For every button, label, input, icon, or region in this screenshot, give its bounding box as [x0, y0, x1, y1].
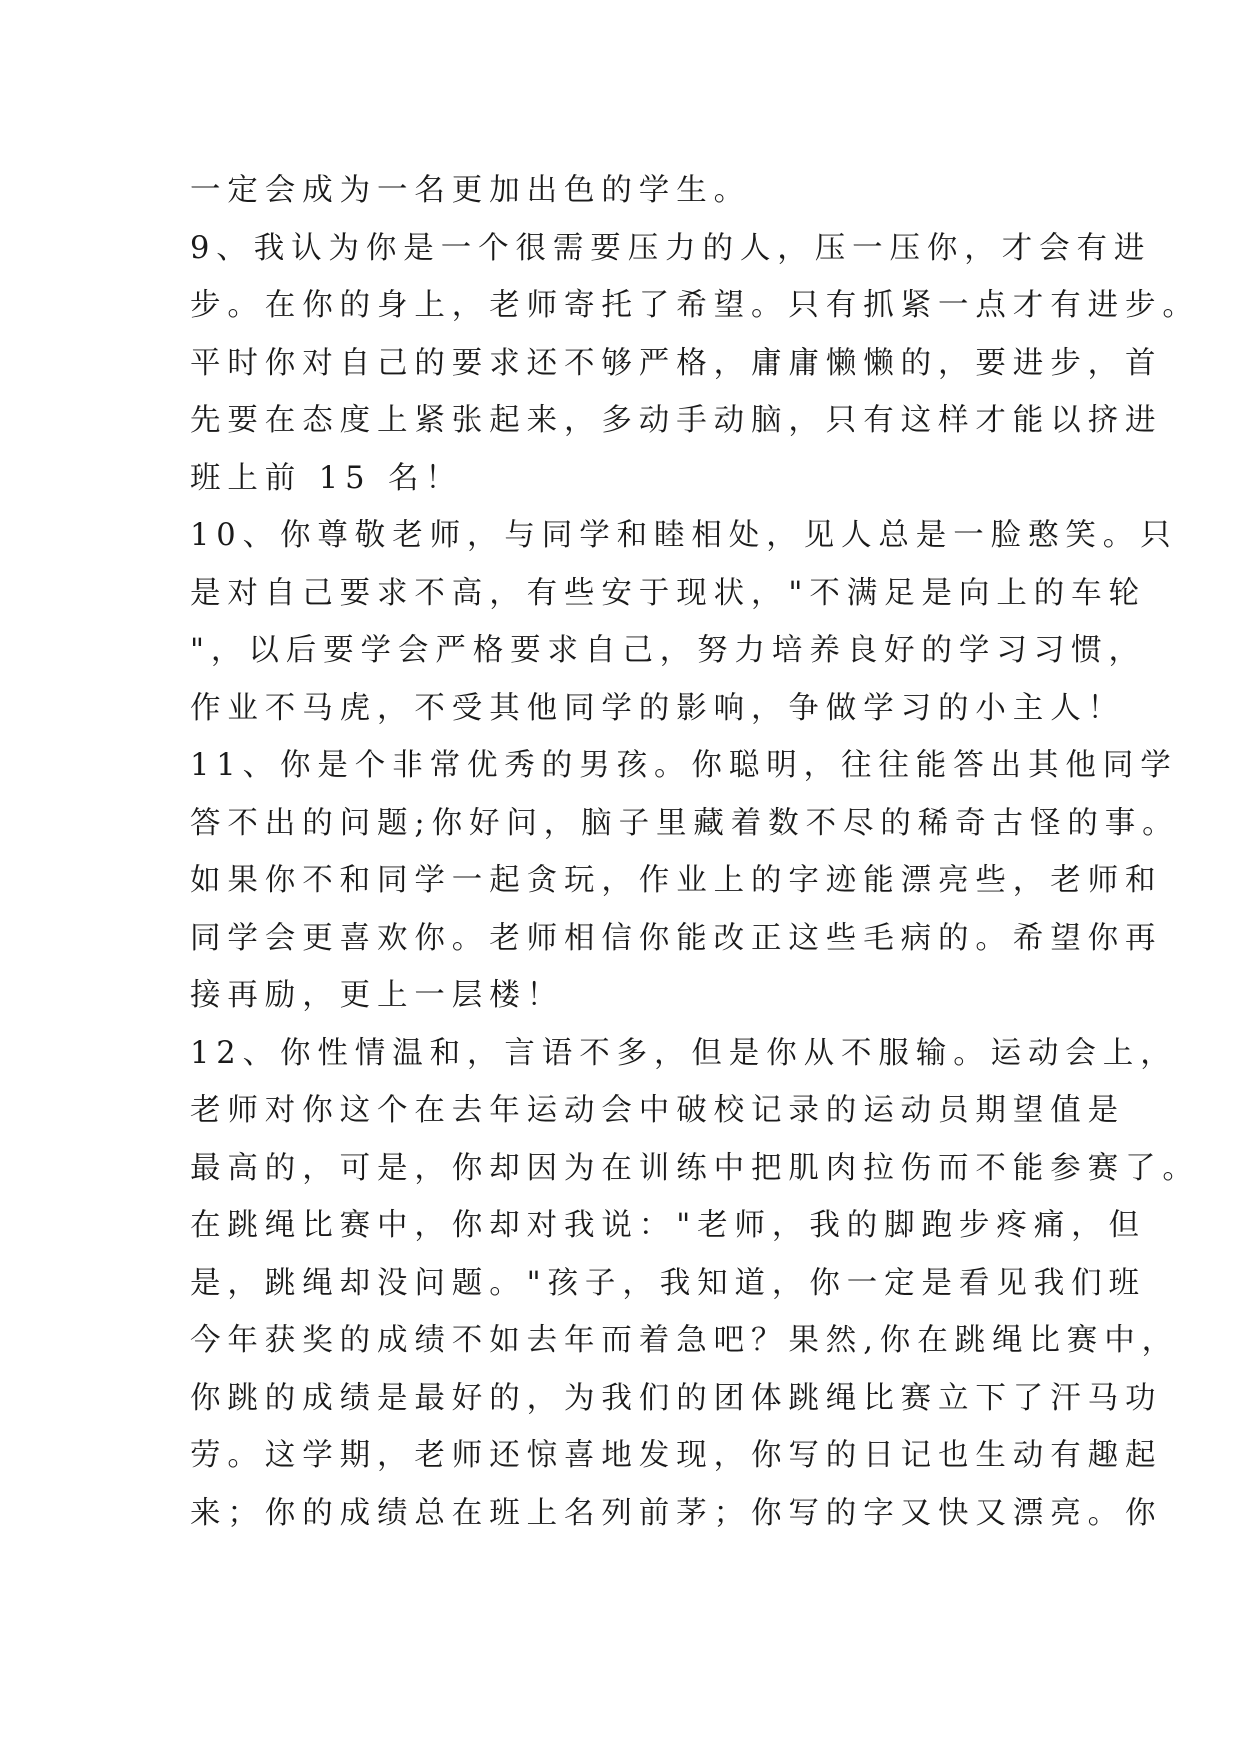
text-line: 是，跳绳却没问题。"孩子，我知道，你一定是看见我们班 [190, 1265, 1146, 1301]
text-line: 班上前 15 名！ [190, 460, 463, 496]
text-line: 作业不马虎，不受其他同学的影响，争做学习的小主人！ [190, 690, 1125, 726]
text-line: 同学会更喜欢你。老师相信你能改正这些毛病的。希望你再 [190, 920, 1163, 956]
text-line: 一定会成为一名更加出色的学生。 [190, 173, 751, 208]
text-line: 答不出的问题;你好问，脑子里藏着数不尽的稀奇古怪的事。 [190, 805, 1180, 841]
body-text [190, 162, 1200, 1542]
text-line: 是对自己要求不高，有些安于现状，"不满足是向上的车轮 [190, 575, 1146, 611]
text-line: 平时你对自己的要求还不够严格，庸庸懒懒的，要进步，首 [190, 345, 1163, 381]
text-line: 老师对你这个在去年运动会中破校记录的运动员期望值是 [190, 1093, 1125, 1128]
text-line: 今年获奖的成绩不如去年而着急吧？果然,你在跳绳比赛中， [190, 1323, 1179, 1358]
text-line: 10、你尊敬老师，与同学和睦相处，见人总是一脸憨笑。只 [190, 518, 1178, 553]
text-line: 12、你性情温和，言语不多，但是你从不服输。运动会上， [190, 1035, 1178, 1071]
text-line: 先要在态度上紧张起来，多动手动脑，只有这样才能以挤进 [190, 403, 1163, 438]
text-line: 劳。这学期，老师还惊喜地发现，你写的日记也生动有趣起 [190, 1438, 1163, 1473]
text-line: 9、我认为你是一个很需要压力的人，压一压你，才会有进 [190, 230, 1152, 266]
text-line: 步。在你的身上，老师寄托了希望。只有抓紧一点才有进步。 [190, 288, 1200, 323]
text-line: 来；你的成绩总在班上名列前茅；你写的字又快又漂亮。你 [190, 1495, 1163, 1531]
text-line: 你跳的成绩是最好的，为我们的团体跳绳比赛立下了汗马功 [190, 1380, 1163, 1416]
text-line: 接再励，更上一层楼！ [190, 978, 564, 1013]
text-line: 11、你是个非常优秀的男孩。你聪明，往往能答出其他同学 [190, 748, 1178, 783]
text-line: 最高的，可是，你却因为在训练中把肌肉拉伤而不能参赛了。 [190, 1150, 1200, 1186]
text-line: "，以后要学会严格要求自己，努力培养良好的学习习惯， [190, 633, 1146, 668]
text-line: 如果你不和同学一起贪玩，作业上的字迹能漂亮些，老师和 [190, 863, 1163, 898]
text-line: 在跳绳比赛中，你却对我说："老师，我的脚跑步疼痛，但 [190, 1208, 1146, 1243]
